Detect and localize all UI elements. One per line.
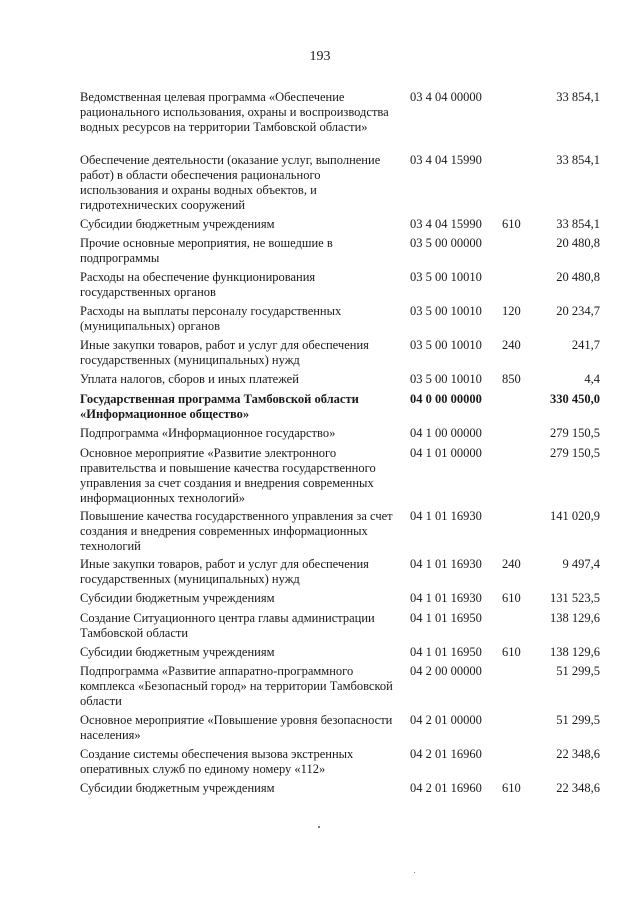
row-amount: 20 480,8 — [556, 270, 600, 284]
row-name: Субсидии бюджетным учреждениям — [80, 781, 275, 795]
row-code: 04 1 01 16930 — [410, 509, 482, 523]
row-name: Расходы на выплаты персоналу государственных (муниципальных) органов — [80, 304, 342, 333]
row-amount: 22 348,6 — [556, 781, 600, 795]
row-amount: 131 523,5 — [550, 591, 600, 605]
row-amount: 33 854,1 — [556, 217, 600, 231]
row-code: 03 5 00 10010 — [410, 270, 482, 284]
row-expense-type: 610 — [502, 645, 521, 659]
row-expense-type: 240 — [502, 557, 521, 571]
row-name: Прочие основные мероприятия, не вошедшие в подпрограммы — [80, 236, 333, 265]
page-number: 193 — [309, 49, 331, 64]
row-name: Субсидии бюджетным учреждениям — [80, 645, 275, 659]
row-amount: 330 450,0 — [550, 392, 600, 406]
row-code: 03 5 00 10010 — [410, 338, 482, 352]
row-name: Ведомственная целевая программа «Обеспечение рационального использования, охраны и воспроизводства водных ресурсов на территории Тамбовской области» — [80, 90, 389, 134]
row-expense-type: 120 — [502, 304, 521, 318]
row-expense-type: 850 — [502, 372, 521, 386]
row-amount: 241,7 — [571, 338, 600, 352]
row-expense-type: 610 — [502, 217, 521, 231]
row-code: 04 2 00 00000 — [410, 664, 482, 678]
row-name: Расходы на обеспечение функционирования государственных органов — [80, 270, 316, 299]
row-expense-type: 610 — [502, 591, 521, 605]
row-code: 03 4 04 15990 — [410, 153, 482, 167]
row-code: 03 5 00 00000 — [410, 236, 482, 250]
row-amount: 138 129,6 — [550, 611, 600, 625]
row-code: 04 1 01 00000 — [410, 446, 482, 460]
row-name: Субсидии бюджетным учреждениям — [80, 591, 275, 605]
row-code: 03 4 04 00000 — [410, 90, 482, 104]
row-amount: 279 150,5 — [550, 426, 600, 440]
row-code: 04 1 01 16930 — [410, 591, 482, 605]
row-code: 04 2 01 00000 — [410, 713, 482, 727]
scan-speck — [414, 872, 415, 873]
row-expense-type: 240 — [502, 338, 521, 352]
row-code: 04 1 01 16950 — [410, 645, 482, 659]
row-name: Создание Ситуационного центра главы администрации Тамбовской области — [80, 611, 375, 640]
row-amount: 33 854,1 — [556, 90, 600, 104]
row-name: Подпрограмма «Информационное государство» — [80, 426, 336, 440]
row-name: Иные закупки товаров, работ и услуг для обеспечения государственных (муниципальных) нужд — [80, 338, 369, 367]
row-amount: 9 497,4 — [562, 557, 600, 571]
row-code: 04 1 00 00000 — [410, 426, 482, 440]
row-code: 04 2 01 16960 — [410, 781, 482, 795]
row-code: 04 1 01 16930 — [410, 557, 482, 571]
row-name: Основное мероприятие «Повышение уровня безопасности населения» — [80, 713, 393, 742]
row-amount: 20 234,7 — [556, 304, 600, 318]
row-code: 03 5 00 10010 — [410, 372, 482, 386]
row-amount: 33 854,1 — [556, 153, 600, 167]
row-code: 04 1 01 16950 — [410, 611, 482, 625]
row-amount: 279 150,5 — [550, 446, 600, 460]
row-amount: 51 299,5 — [556, 664, 600, 678]
scan-speck — [318, 826, 320, 828]
row-amount: 141 020,9 — [550, 509, 600, 523]
row-name: Подпрограмма «Развитие аппаратно-программного комплекса «Безопасный город» на территории Тамбовской области — [80, 664, 393, 708]
row-amount: 22 348,6 — [556, 747, 600, 761]
row-name: Иные закупки товаров, работ и услуг для обеспечения государственных (муниципальных) нужд — [80, 557, 369, 586]
row-name: Уплата налогов, сборов и иных платежей — [80, 372, 299, 386]
row-amount: 138 129,6 — [550, 645, 600, 659]
row-name: Государственная программа Тамбовской области «Информационное общество» — [80, 392, 359, 421]
row-name: Основное мероприятие «Развитие электронного правительства и повышение качества государственного управления за счет создания и внедрения современных информационных технологий» — [80, 446, 376, 505]
row-code: 03 4 04 15990 — [410, 217, 482, 231]
row-code: 03 5 00 10010 — [410, 304, 482, 318]
row-name: Создание системы обеспечения вызова экстренных оперативных служб по единому номеру «112» — [80, 747, 354, 776]
row-amount: 4,4 — [584, 372, 600, 386]
row-expense-type: 610 — [502, 781, 521, 795]
row-code: 04 2 01 16960 — [410, 747, 482, 761]
row-name: Повышение качества государственного управления за счет создания и внедрения современных информационных технологий — [80, 509, 393, 553]
row-amount: 51 299,5 — [556, 713, 600, 727]
row-name: Субсидии бюджетным учреждениям — [80, 217, 275, 231]
row-amount: 20 480,8 — [556, 236, 600, 250]
row-code: 04 0 00 00000 — [410, 392, 482, 406]
row-name: Обеспечение деятельности (оказание услуг, выполнение работ) в области обеспечения рационального использования и охраны водных объектов, и гидротехнических сооружений — [80, 153, 381, 212]
